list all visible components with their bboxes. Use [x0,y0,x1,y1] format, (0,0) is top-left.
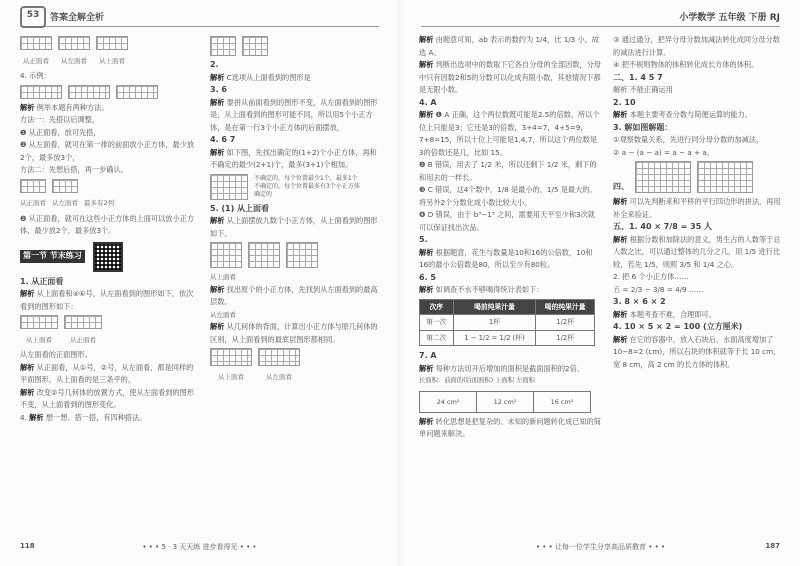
left-column-2 [210,34,382,526]
table-cell: 1/2杯 [536,330,595,346]
juice-table [419,299,595,347]
page-number: 118 [20,542,35,550]
grid [242,36,268,56]
keyword: 解析 [210,216,225,225]
grid [210,348,252,366]
text: 从几何体的背面，计算出小正方体与原几何体的区别，从上面看到的最底层图形都相同。 [210,322,378,344]
brand-title: 答案全解全析 [50,13,105,23]
grid [68,85,110,99]
subject-label: 小学数学 五年级 下册 RJ [679,13,780,23]
text-line [210,72,382,85]
text-line [613,196,783,221]
keyword: 解析 [419,35,434,44]
right-header [421,6,780,27]
text: 想一想、搭一搭，有四种搭法。 [43,412,147,422]
r18-label: 4. 10 × 5 × 2 = 100 (立方厘米) [613,322,743,331]
text-line [419,34,601,59]
keyword: 解析 [210,322,225,331]
cube-diagram [210,174,382,200]
text-line: 方法二：先想后搭，再一步确认。 [20,165,128,174]
text: 要拼从前面看到的图形不变，从左面看到的图形是，从上面看到的图形可能不同，所以用5个小正方体，是在第一行3个小正方体的后面摆放， [210,97,378,132]
left-column-1 [20,34,198,526]
text: 根据分数和加除法的意义，男生占的人数等于总人数之比，可以通过整体的几分之几，用 1/5 进行比较，若先 1/5，则照 3/5 和 1/4 之心。 [613,234,781,269]
text-line [613,309,783,322]
text-line [210,97,382,135]
text-line: ③ 通过通分，把异分母分数加减法转化成同分母分数的减法进行计算。 [613,35,780,57]
q1-figures [20,315,198,346]
caption: 从上面看 [210,273,236,281]
keyword: 解析 [419,285,434,294]
keyword: 解析 [613,197,628,206]
table-cell: 1 − 1/2 = 1/2 (杯) [453,330,536,346]
keyword: 解析 [419,416,434,426]
text-line [210,321,382,346]
q1-label: 1. 从正面看 [20,276,64,286]
caption: 从上面看 [218,372,244,381]
text: 在它的容器中，放入石块后，水面高度增加了 10−8=2 (cm)，所以石块的体积就等于长 10 cm，宽 8 cm，高 2 cm 的长方体的体积。 [613,334,781,369]
grid [20,85,62,99]
qr-code-icon[interactable] [93,242,123,272]
table-row [420,315,595,331]
text-line: 2. 把 6 个小正方体…… [613,272,689,281]
keyword: 解析 [613,309,628,319]
text-line [20,412,198,425]
page-number: 187 [765,542,780,550]
keyword: 解析 [613,110,628,119]
keyword: 解析 [419,363,434,373]
left-view-grid [58,36,90,50]
grid [20,179,46,193]
text-line: ❹ D 错误，由于 b³−1³ 之间，需要用天平至少称3次就可以保证找出次品。 [419,210,595,232]
text-line [419,109,601,159]
grid [116,85,158,99]
grid [210,36,236,56]
caption: 从左面看 [61,56,87,65]
text-line: 五 = 2/3 − 3/8 = 4/9 …… [613,284,704,294]
text-line: ④ 把不规则物体的体积转化成长方体的体积。 [613,60,759,69]
table-row [420,330,595,346]
text: 根据题意，花生与数量是10和16的公倍数，10和16的最小公倍数是80，所以至少有80粒。 [419,247,593,269]
text-line: 方法一：先搭以后调整， [20,115,100,124]
text: 转化思想是把复杂的、未知的新问题转化成已知的简单问题来解决。 [419,416,601,438]
grid-figures [613,161,783,193]
right-column-1 [419,34,601,526]
right-column-2 [613,34,783,526]
note: 不确定的，每个位置最多有3个小正方体 [254,182,360,190]
caption: 最多有2列 [84,199,115,207]
area-cell: 24 cm² [420,392,477,412]
keyword: 解析 [210,147,225,157]
text-line [419,247,601,272]
area-bar-title: 长面积：前面的(后面面积) 上面积 左面积 [419,377,535,384]
r3-label: 二、1. 4 5 7 [613,72,663,82]
area-cell: 12 cm² [477,392,534,412]
text-line: ② a − (a − a) = a − a + a。 [613,147,714,157]
text: 判断出选项中的数取下它各自分母的全部因数，分母中只有因数2和5的分数可以化成有限小数，其他情况下都是无限小数。 [419,60,601,94]
text-line: ❶ 从正面看，放可先搭， [20,127,101,137]
p10-label: 6. 5 [419,272,436,282]
s5-label: 5. (1) 从上面看 [210,203,270,213]
right-page [401,0,800,566]
p3-label: 4. A [419,97,437,107]
text: 每种方法切开后增加的面积是截面面积的2倍。 [433,363,585,373]
table-header: 喝前纯果汁量 [453,299,536,315]
area-bar [419,391,591,413]
method-figure [20,179,198,210]
text-line [419,416,601,441]
keyword: 解析 [419,247,434,257]
text-line: ❷ 从左面看，就可在第一排的前面放小正方体，最少放2个，最多放3个， [20,140,195,162]
text-line: ①观察数量关系，先进行同分母分数的加减法， [613,135,764,144]
text-line [613,109,783,122]
text-line [20,387,198,412]
s5-grids [210,242,382,268]
table-cell: 1/2杯 [536,315,595,331]
keyword: 解析 [20,289,35,298]
text-line [20,102,198,115]
grid [697,161,753,193]
caption: 从上面看 [26,335,52,344]
text-line [210,215,382,240]
text: 可以先判断来和平移的平行四边形的拼法，再用补全来验证。 [613,197,781,219]
section-title: 第一节 节末练习 [20,250,85,263]
table-cell: 1杯 [453,315,536,331]
text-line [613,334,783,372]
brand-logo: 53 [20,6,46,28]
q4-label: 4. 示例： [20,71,51,80]
r16-label: 3. 8 × 6 × 2 [613,297,666,306]
text: 如调查不水不够喝得统计表如下： [433,285,544,294]
text-line [419,363,601,376]
grid [210,242,242,268]
right-footer [421,542,780,554]
section-header [20,242,198,272]
left-footer [20,542,379,554]
keyword: 解析 [20,387,35,397]
text-line: 从左面看的正面图形。 [20,350,92,359]
footer-slogan: • • • 让每一位学生分享高品质教育 • • • [535,543,666,551]
cube-blocks [210,348,382,383]
p12-label: 7. A [419,351,437,360]
p8-label: 5. [419,235,428,244]
r10-label: 四、 [613,181,629,191]
text: 从正面看，从①号，②号，从左面看，都是同样的平面图形，从上面看的是三条平的， [20,362,194,384]
grid [248,242,280,268]
s4-label: 4. 6 7 [210,135,236,144]
text-line [210,284,382,309]
text: 改变②号几何体的放置方式，使从左面看到的图形不变，从上面看到的图形变化。 [20,387,195,409]
text-line [613,234,783,272]
q4-grids [20,85,198,99]
left-page [0,0,399,566]
keyword: 解析 [210,97,225,107]
text-line: ❷ 从正面看，就可在这些小正方体的上面可以放小正方体，最少放2个，最多放3个。 [20,213,195,235]
text: 例举本题有两种方法。 [34,102,109,112]
grid [52,179,78,193]
text: 找出原个的小正方体，先找到从左面看到的最高层数。 [210,284,378,306]
keyword: 解析 [613,234,628,244]
caption: 从左面看 [266,372,292,381]
text: 本题主要考查分数与简便运算的能力。 [627,110,752,119]
text-line [20,362,198,387]
text: 从上面摆放九数个小正方体，从上面看到的图形如下。 [210,216,378,238]
note: 不确定的，每个位置最少1个，最多1个 [254,174,358,182]
table-header: 喝的纯果汁量 [536,299,595,315]
front-view-grid [20,36,52,50]
keyword: 解析 [613,334,628,344]
left-header [20,6,379,27]
text-line [210,147,382,172]
grid [64,315,102,329]
text: 如下图，先找出确定的(1+2)个小正方体，再和不确定的最少(2+1)个，最多(3+1)个相加。 [210,147,377,169]
keyword: 解析 [210,72,225,82]
text-line [20,288,198,313]
keyword: 解析 [20,362,35,372]
grid [258,348,300,366]
caption: 从正面看 [20,199,46,207]
text-line [419,59,601,97]
r7-label: 3. 解如图解题： [613,122,673,132]
keyword: 解析 [20,102,35,112]
grid [635,161,691,193]
keyword: 解析 [419,110,434,119]
s3-label: 3. 6 [210,85,227,94]
s2-label: 2. [210,60,219,69]
cube-figures-top [210,36,382,56]
footer-slogan: • • • 5 · 3 天天练 进步看得见 • • • [142,543,257,551]
keyword: 解析 [29,412,44,422]
area-cell: 16 cm² [550,397,574,406]
grid [286,242,318,268]
table-header: 次序 [420,299,454,315]
diagram-notes [254,175,364,199]
keyword: 解析 [419,60,434,69]
caption: 从正面看 [23,56,49,65]
table-cell: 第一次 [420,315,454,331]
top-view-grid [96,36,128,50]
text-line: ❷ B 错误，用去了 1/2 米，所以还剩下 1/2 米，剩下的和用去的一样长。 [419,160,597,182]
keyword: 解析 [210,284,225,294]
grid [210,174,248,200]
text-line [419,284,601,297]
text: C选项从上面看到的图形是 [224,72,311,82]
table-cell: 第二次 [420,330,454,346]
view-figures-top [20,36,198,67]
text: 从上面看和④⑥号，从左面看到的图形如下，依次看到的图形如下： [20,289,194,311]
text: 本题考查不难，合理即可。 [627,309,716,319]
r12-label: 五、1. 40 × 7/8 = 35 人 [613,222,713,231]
text: 由题意可知，ab 表示的数约为 1/4，比 1/3 小，故选 A。 [419,35,600,57]
caption: 从左面看 [210,310,236,319]
grid [20,315,58,329]
r5-label: 2. 10 [613,97,636,107]
text: 4. [20,412,30,422]
text-line: ❸ C 错误，这4个数中，1/8 是最小的，1/5 是最大的。将另外2个分数化成小数比较大小。 [419,185,597,207]
caption: 从上面看 [99,56,125,65]
caption: 从正面看 [70,335,96,344]
caption: 从左面看 [52,199,78,207]
text: ❶ A 正确，这个两位数既可能是2.5的倍数，所以个位上只能是3；它还是3的倍数，3+4=7，4+5=9，7+8=15，所以十位上可能是1,4,7，所以这个两位数是3的倍数还是几，比如 15。 [419,110,600,157]
note: 确定的 [254,190,273,198]
text-line: 解析 不能正确运用 [613,85,673,94]
